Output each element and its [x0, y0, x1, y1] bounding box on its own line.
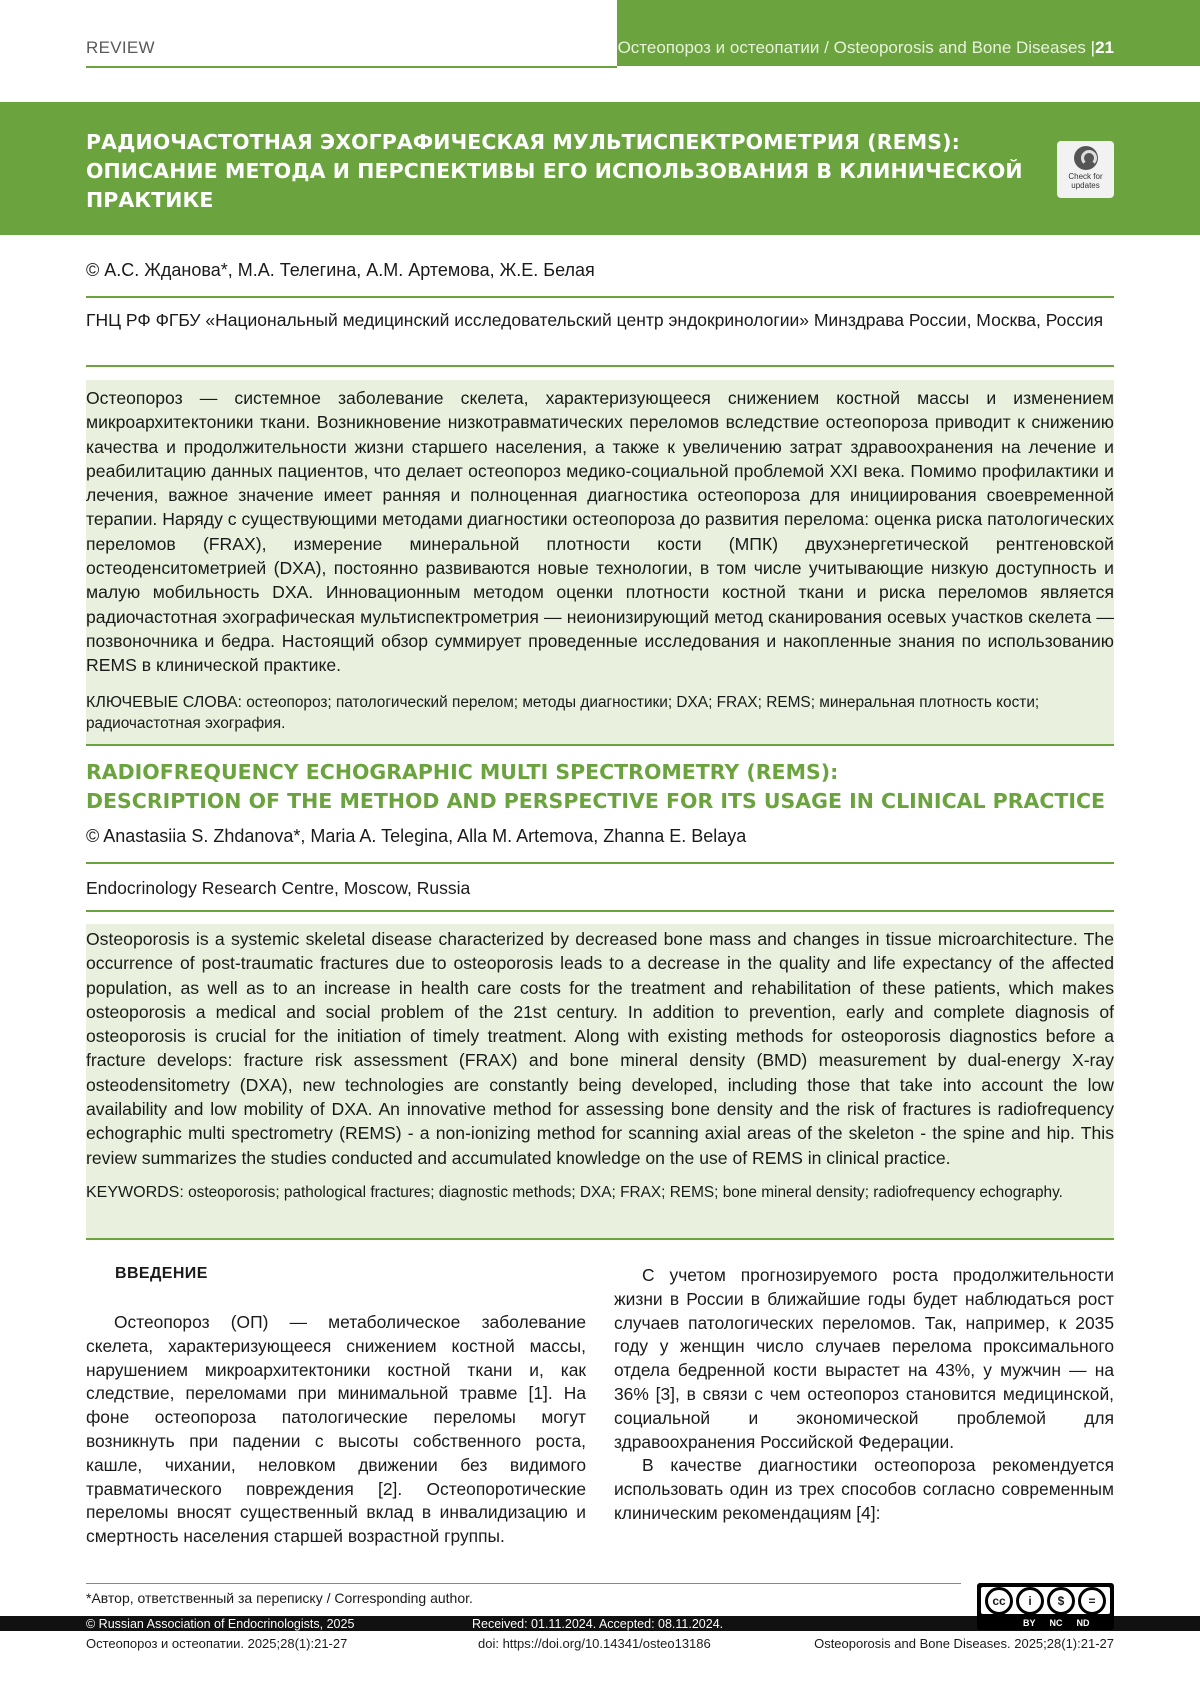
- cc-license-badge[interactable]: [977, 1583, 1114, 1630]
- en-affiliation: Endocrinology Research Centre, Moscow, Russia: [86, 878, 471, 898]
- body-paragraph: С учетом прогнозируемого роста продолжительности жизни в России в ближайшие годы будет наблюдаться рост случаев патологических переломов. Так, например, к 2035 году у женщин число случаев перелома проксимального отдела бедренной кости вырастет на 43%, у мужчин — на 36% [3], в связи с чем остеопороз становится медицинской, социальной и экономической проблемой для здравоохранения Российской Федерации.: [614, 1265, 1114, 1452]
- journal-running-header: [618, 38, 1114, 58]
- license-by: BY: [1023, 1618, 1036, 1628]
- divider: [86, 1238, 1114, 1240]
- divider: [86, 910, 1114, 912]
- footnote-rule: [86, 1583, 961, 1584]
- nc-icon: $: [1047, 1587, 1075, 1615]
- nd-icon: =: [1078, 1587, 1106, 1615]
- citation-en: Osteoporosis and Bone Diseases. 2025;28(1):21-27: [814, 1636, 1114, 1651]
- body-paragraph: Остеопороз (ОП) — метаболическое заболевание скелета, характеризующееся снижением костной массы, нарушением микроархитектоники костной ткани и, как следствие, переломами при минимальной травме [1]. На фоне остеопороза патологические переломы могут возникнуть при падении с высоты собственного роста, кашле, чихании, неловком движении без видимого травматического повреждения [2]. Остеопоротические переломы вносят существенный вклад в инвалидизацию и смертность населения старшей возрастной группы.: [86, 1312, 586, 1547]
- ru-abstract: Остеопороз — системное заболевание скелета, характеризующееся снижением костной массы и изменением микроархитектоники ткани. Возникновение низкотравматических переломов вследствие остеопороза приводит к снижению качества и продолжительности жизни старшего населения, а также к увеличению затрат здравоохранения на лечение и реабилитацию данных пациентов, что делает остеопороз медико-социальной проблемой XXI века. Помимо профилактики и лечения, важное значение имеет ранняя и полноценная диагностика остеопороза для инициирования своевременной терапии. Наряду с существующими методами диагностики остеопороза до развития перелома: оценка риска патологических переломов (FRAX), измерение минеральной плотности кости (МПК) двухэнергетической рентгеновской остеоденситометрией (DXA), постоянно развиваются новые технологии, в том числе учитывающие низкую доступность и малую мобильность DXA. Инновационным методом оценки плотности костной ткани и риска переломов является радиочастотная эхографическая мультиспектрометрия — неионизирующий метод сканирования осевых участков скелета — позвоночника и бедра. Настоящий обзор суммирует проведенные исследования и накопленные знания по использованию REMS в клинической практике.: [86, 388, 1114, 676]
- right-column: [614, 1264, 1114, 1526]
- body-paragraph: В качестве диагностики остеопороза рекомендуется использовать один из трех способов согласно современным клиническим рекомендациям [4]:: [614, 1455, 1114, 1523]
- crossmark-icon: [1074, 146, 1098, 170]
- en-authors: © Anastasiia S. Zhdanova*, Maria A. Telegina, Alla M. Artemova, Zhanna E. Belaya: [86, 826, 747, 846]
- en-title-line: RADIOFREQUENCY ECHOGRAPHIC MULTI SPECTROMETRY (REMS):: [86, 760, 839, 784]
- left-column: [86, 1311, 586, 1549]
- by-icon: i: [1016, 1587, 1044, 1615]
- en-keywords-label: KEYWORDS:: [86, 1183, 184, 1201]
- copyright: © Russian Association of Endocrinologists, 2025: [86, 1617, 355, 1631]
- ru-keywords-list: остеопороз; патологический перелом; методы диагностики; DXA; FRAX; REMS; минеральная плотность кости; радиочастотная эхография.: [86, 693, 1040, 732]
- ru-keywords-label: КЛЮЧЕВЫЕ СЛОВА:: [86, 693, 242, 711]
- license-nc: NC: [1049, 1618, 1063, 1628]
- received-dates: Received: 01.11.2024. Accepted: 08.11.2024.: [472, 1617, 724, 1631]
- doi-link[interactable]: doi: https://doi.org/10.14341/osteo13186: [478, 1636, 711, 1651]
- divider: [86, 296, 1114, 298]
- check-for-updates-badge[interactable]: [1057, 141, 1114, 198]
- en-keywords: [86, 1182, 1114, 1203]
- en-title-line: DESCRIPTION OF THE METHOD AND PERSPECTIVE FOR ITS USAGE IN CLINICAL PRACTICE: [86, 789, 1106, 813]
- citation-ru: Остеопороз и остеопатии. 2025;28(1):21-27: [86, 1636, 348, 1651]
- license-nd: ND: [1076, 1618, 1090, 1628]
- cc-icon: cc: [985, 1587, 1013, 1615]
- divider: [86, 744, 1114, 746]
- ru-title-line: ПРАКТИКЕ: [86, 188, 214, 212]
- ru-authors: © А.С. Жданова*, М.А. Телегина, А.М. Артемова, Ж.Е. Белая: [86, 260, 595, 280]
- crossmark-label: Check for updates: [1068, 172, 1103, 190]
- footnote: *Автор, ответственный за переписку / Corresponding author.: [86, 1590, 473, 1606]
- ru-affiliation: ГНЦ РФ ФГБУ «Национальный медицинский исследовательский центр эндокринологии» Минздрава России, Москва, Россия: [86, 310, 1104, 330]
- header-rule: [86, 66, 617, 68]
- header-separator: |: [1090, 38, 1096, 57]
- ru-title-line: РАДИОЧАСТОТНАЯ ЭХОГРАФИЧЕСКАЯ МУЛЬТИСПЕКТРОМЕТРИЯ (REMS):: [86, 130, 960, 154]
- intro-heading: ВВЕДЕНИЕ: [115, 1265, 208, 1282]
- ru-abstract-box: [86, 380, 1114, 744]
- divider: [86, 862, 1114, 864]
- en-title: [86, 758, 1114, 816]
- en-abstract-box: [86, 924, 1114, 1238]
- en-keywords-list: osteoporosis; pathological fractures; diagnostic methods; DXA; FRAX; REMS; bone mineral density; radiofrequency echography.: [188, 1183, 1063, 1201]
- en-abstract: Osteoporosis is a systemic skeletal disease characterized by decreased bone mass and changes in tissue microarchitecture. The occurrence of post-traumatic fractures due to osteoporosis leads to a decrease in the quality and life expectancy of the affected population, as well as to an increase in health care costs for the treatment and rehabilitation of these patients, which makes osteoporosis a medical and social problem of the 21st century. In addition to prevention, early and complete diagnosis of osteoporosis is crucial for the initiation of timely treatment. Along with existing methods for osteoporosis diagnostics before a fracture develops: fracture risk assessment (FRAX) and bone mineral density (BMD) measurement by dual-energy X-ray osteodensitometry (DXA), new technologies are constantly being developed, including those that take into account the low availability and low mobility of DXA. An innovative method for assessing bone density and the risk of fractures is radiofrequency echographic multi spectrometry (REMS) - a non-ionizing method for scanning axial areas of the skeleton - the spine and hip. This review summarizes the studies conducted and accumulated knowledge on the use of REMS in clinical practice.: [86, 929, 1114, 1168]
- footer-bar: [0, 1616, 86, 1631]
- section-label: REVIEW: [86, 38, 155, 57]
- journal-name: Остеопороз и остеопатии / Osteoporosis and Bone Diseases: [617, 38, 1086, 57]
- ru-title: [86, 128, 1026, 215]
- ru-title-line: ОПИСАНИЕ МЕТОДА И ПЕРСПЕКТИВЫ ЕГО ИСПОЛЬЗОВАНИЯ В КЛИНИЧЕСКОЙ: [86, 159, 1023, 183]
- ru-keywords: [86, 692, 1114, 734]
- divider: [86, 365, 1114, 367]
- page-number: 21: [1095, 38, 1114, 57]
